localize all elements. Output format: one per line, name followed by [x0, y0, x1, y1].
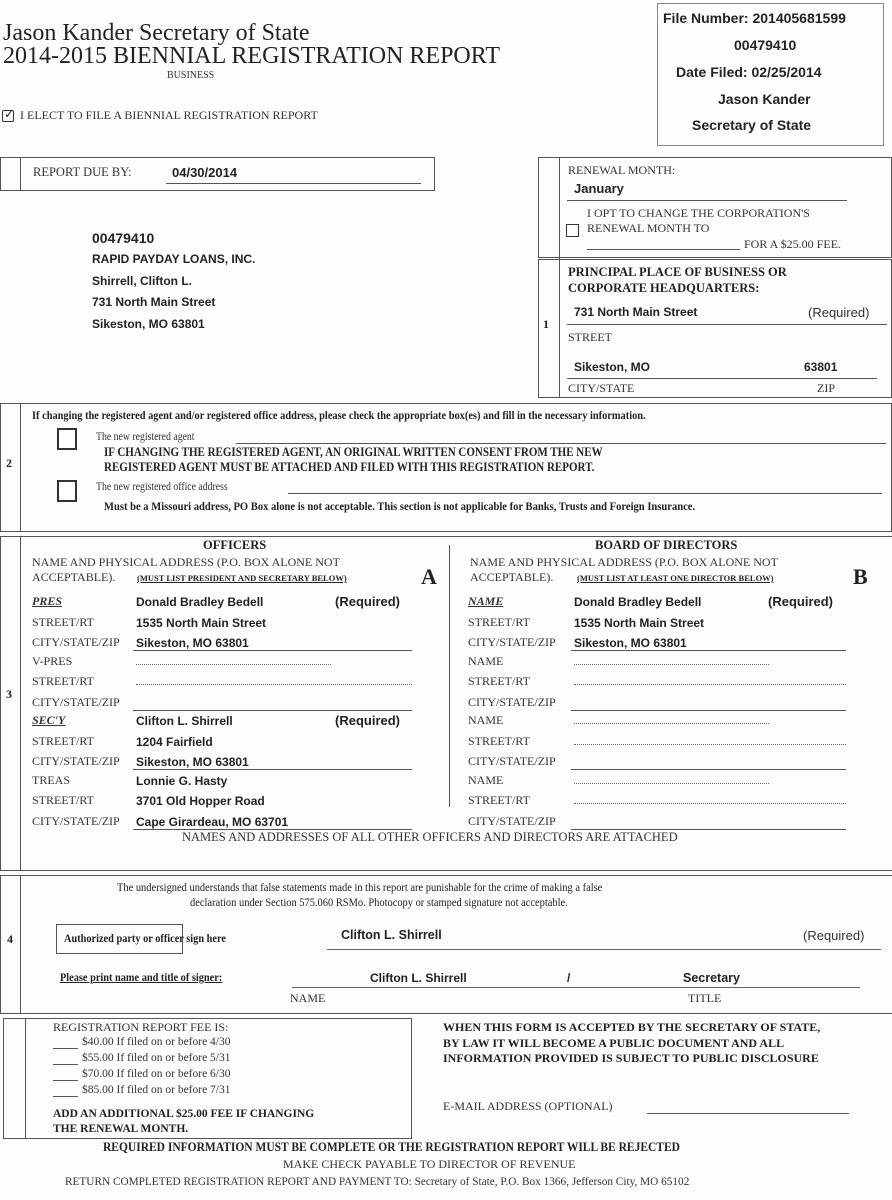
new-office-checkbox[interactable]: [57, 480, 77, 502]
declaration-line1: The undersigned understands that false statements made in this report are punishable for the crime of making a false: [117, 880, 603, 894]
print-separator: /: [567, 971, 571, 985]
new-agent-checkbox[interactable]: [57, 428, 77, 450]
directors-row-label: NAME: [468, 773, 504, 787]
stamp-title: Secretary of State: [692, 117, 812, 133]
section-3-box: [0, 536, 892, 871]
officers-row-label: TREAS: [32, 773, 71, 787]
signature-line: [327, 949, 881, 950]
principal-zip-value: 63801: [804, 360, 838, 374]
officers-row-label: CITY/STATE/ZIP: [32, 695, 120, 709]
directors-city-line[interactable]: [571, 769, 846, 770]
officers-row-label: V-PRES: [32, 654, 73, 668]
officers-row-value[interactable]: Lonnie G. Hasty: [136, 774, 228, 788]
renewal-value: January: [574, 181, 624, 196]
fee-check-blank[interactable]: [53, 1096, 78, 1097]
directors-row-label: CITY/STATE/ZIP: [468, 635, 556, 649]
report-due-label: REPORT DUE BY:: [33, 165, 132, 179]
officers-row-label: STREET/RT: [32, 734, 94, 748]
fee-check-blank[interactable]: [53, 1080, 78, 1081]
directors-blank-field[interactable]: [574, 783, 769, 784]
elect-label: I ELECT TO FILE A BIENNIAL REGISTRATION REPORT: [20, 108, 318, 122]
report-due-value: 04/30/2014: [172, 165, 238, 180]
section-4-number: 4: [7, 932, 13, 946]
officers-required-marker: (Required): [335, 713, 400, 728]
mailing-street: 731 North Main Street: [92, 295, 216, 309]
directors-blank-field[interactable]: [574, 684, 846, 685]
elect-checkbox[interactable]: [2, 107, 15, 122]
declaration-line2: declaration under Section 575.060 RSMo. Photocopy or stamped signature not acceptable.: [190, 895, 568, 909]
section-1-title-line1: PRINCIPAL PLACE OF BUSINESS OR: [568, 265, 787, 279]
directors-row-label: CITY/STATE/ZIP: [468, 814, 556, 828]
directors-row-label: CITY/STATE/ZIP: [468, 754, 556, 768]
stamp-file-number: File Number: 201405681599: [663, 10, 846, 26]
renewal-label: RENEWAL MONTH:: [568, 163, 676, 177]
directors-row-label: STREET/RT: [468, 793, 530, 807]
officers-row-label: PRES: [32, 594, 63, 608]
new-office-field[interactable]: [288, 493, 882, 494]
disclosure-line3: INFORMATION PROVIDED IS SUBJECT TO PUBLIC DISCLOSURE: [443, 1051, 819, 1065]
principal-street-value: 731 North Main Street: [574, 305, 698, 319]
title-caption: TITLE: [688, 991, 722, 1005]
officers-row-value[interactable]: Sikeston, MO 63801: [136, 755, 249, 769]
print-name-value[interactable]: Clifton L. Shirrell: [370, 971, 467, 985]
email-field[interactable]: [647, 1113, 849, 1114]
directors-instruction-line2: ACCEPTABLE).: [470, 570, 554, 584]
fee-check-blank[interactable]: [53, 1048, 78, 1049]
officers-row-value[interactable]: Donald Bradley Bedell: [136, 595, 264, 609]
fee-item: $55.00 If filed on or before 5/31: [82, 1052, 231, 1064]
stamp-charter-number: 00479410: [734, 37, 797, 53]
principal-zip-label: ZIP: [817, 381, 835, 395]
officers-instruction-line1: NAME AND PHYSICAL ADDRESS (P.O. BOX ALONE NOT: [32, 555, 340, 569]
principal-city-label: CITY/STATE: [568, 381, 635, 395]
section-2-instruction: If changing the registered agent and/or registered office address, please check the appropriate box(es) and fill in the necessary information.: [32, 408, 646, 422]
fee-item: $85.00 If filed on or before 7/31: [82, 1084, 231, 1096]
office-address-note: Must be a Missouri address, PO Box alone is not acceptable. This section is not applicable for Banks, Trusts and Foreign Insurance.: [104, 499, 696, 513]
officers-city-line[interactable]: [133, 769, 412, 770]
footer-required-notice: REQUIRED INFORMATION MUST BE COMPLETE OR THE REGISTRATION REPORT WILL BE REJECTED: [103, 1140, 680, 1154]
print-title-value[interactable]: Secretary: [683, 971, 740, 985]
renewal-opt-line2: RENEWAL MONTH TO: [587, 221, 710, 235]
header-title-line2: 2014-2015 BIENNIAL REGISTRATION REPORT: [3, 43, 500, 69]
email-label: E-MAIL ADDRESS (OPTIONAL): [443, 1099, 613, 1113]
officers-row-label: CITY/STATE/ZIP: [32, 814, 120, 828]
directors-row-label: STREET/RT: [468, 674, 530, 688]
principal-street-label: STREET: [568, 330, 612, 344]
officers-row-value[interactable]: 3701 Old Hopper Road: [136, 794, 265, 808]
mailing-charter-number: 00479410: [92, 230, 155, 246]
officers-row-value[interactable]: Cape Girardeau, MO 63701: [136, 815, 289, 829]
fee-item: $70.00 If filed on or before 6/30: [82, 1068, 231, 1080]
mailing-city: Sikeston, MO 63801: [92, 317, 205, 331]
directors-letter: B: [853, 564, 868, 589]
section-3-number: 3: [6, 687, 12, 701]
fees-heading: REGISTRATION REPORT FEE IS:: [53, 1020, 229, 1034]
renewal-opt-fee: FOR A $25.00 FEE.: [744, 237, 842, 251]
stamp-name: Jason Kander: [718, 91, 811, 107]
renewal-opt-line1: I OPT TO CHANGE THE CORPORATION'S: [587, 206, 810, 220]
officers-city-line[interactable]: [133, 710, 412, 711]
officers-blank-field[interactable]: [136, 664, 331, 665]
directors-row-label: NAME: [468, 594, 504, 608]
officers-blank-field[interactable]: [136, 684, 412, 685]
attached-note: NAMES AND ADDRESSES OF ALL OTHER OFFICERS AND DIRECTORS ARE ATTACHED: [182, 830, 678, 844]
footer-check-payable: MAKE CHECK PAYABLE TO DIRECTOR OF REVENUE: [283, 1157, 576, 1171]
officers-heading: OFFICERS: [203, 538, 267, 552]
officers-row-label: STREET/RT: [32, 793, 94, 807]
directors-row-value[interactable]: Donald Bradley Bedell: [574, 595, 702, 609]
directors-blank-field[interactable]: [574, 664, 769, 665]
mailing-agent-name: Shirrell, Clifton L.: [92, 274, 193, 288]
officers-must-list: (MUST LIST PRESIDENT AND SECRETARY BELOW): [137, 573, 347, 583]
header-subtitle: BUSINESS: [167, 70, 215, 81]
fee-check-blank[interactable]: [53, 1064, 78, 1065]
officers-row-label: STREET/RT: [32, 674, 94, 688]
principal-city-value: Sikeston, MO: [574, 360, 651, 374]
directors-row-value[interactable]: Sikeston, MO 63801: [574, 636, 687, 650]
signature-value[interactable]: Clifton L. Shirrell: [341, 928, 442, 942]
change-renewal-checkbox[interactable]: [566, 224, 579, 237]
directors-required-marker: (Required): [768, 594, 833, 609]
name-caption: NAME: [290, 991, 326, 1005]
officers-required-marker: (Required): [335, 594, 400, 609]
directors-city-line[interactable]: [571, 710, 846, 711]
directors-row-label: NAME: [468, 713, 504, 727]
signature-required: (Required): [803, 928, 865, 943]
directors-must-list: (MUST LIST AT LEAST ONE DIRECTOR BELOW): [577, 573, 774, 583]
stamp-date-filed: Date Filed: 02/25/2014: [676, 64, 822, 80]
agent-consent-warning-line2: REGISTERED AGENT MUST BE ATTACHED AND FILED WITH THIS REGISTRATION REPORT.: [104, 460, 595, 474]
fees-additional-line2: THE RENEWAL MONTH.: [53, 1123, 189, 1135]
disclosure-line2: BY LAW IT WILL BECOME A PUBLIC DOCUMENT AND ALL: [443, 1036, 785, 1050]
directors-blank-field[interactable]: [574, 744, 846, 745]
section-2-number: 2: [6, 456, 12, 470]
print-name-label: Please print name and title of signer:: [60, 970, 223, 984]
header-title-line1: Jason Kander Secretary of State: [3, 20, 310, 46]
section-1-number: 1: [543, 317, 549, 331]
sign-here-label: Authorized party or officer sign here: [64, 931, 226, 945]
directors-row-value[interactable]: 1535 North Main Street: [574, 616, 705, 630]
directors-blank-field[interactable]: [574, 723, 769, 724]
checkmark-icon: ✓: [4, 107, 15, 121]
directors-row-label: STREET/RT: [468, 734, 530, 748]
officers-city-line[interactable]: [133, 650, 412, 651]
officers-row-value[interactable]: 1204 Fairfield: [136, 735, 213, 749]
directors-instruction-line1: NAME AND PHYSICAL ADDRESS (P.O. BOX ALONE NOT: [470, 555, 778, 569]
directors-row-label: CITY/STATE/ZIP: [468, 695, 556, 709]
directors-city-line[interactable]: [571, 650, 846, 651]
directors-heading: BOARD OF DIRECTORS: [595, 538, 738, 552]
principal-street-required: (Required): [808, 305, 870, 320]
section-1-title-line2: CORPORATE HEADQUARTERS:: [568, 281, 760, 295]
officers-instruction-line2: ACCEPTABLE).: [32, 570, 116, 584]
fees-additional-line1: ADD AN ADDITIONAL $25.00 FEE IF CHANGING: [53, 1108, 315, 1120]
officers-row-value[interactable]: Sikeston, MO 63801: [136, 636, 249, 650]
disclosure-line1: WHEN THIS FORM IS ACCEPTED BY THE SECRETARY OF STATE,: [443, 1020, 821, 1034]
new-office-label: The new registered office address: [96, 481, 228, 493]
officers-row-label: STREET/RT: [32, 615, 94, 629]
new-renewal-month-field[interactable]: [587, 249, 740, 250]
footer-return-address: RETURN COMPLETED REGISTRATION REPORT AND PAYMENT TO: Secretary of State, P.O. Box 1366, Jefferson City, MO 65102: [65, 1174, 690, 1188]
officers-row-label: CITY/STATE/ZIP: [32, 635, 120, 649]
mailing-company-name: RAPID PAYDAY LOANS, INC.: [92, 252, 256, 266]
officers-row-value[interactable]: Clifton L. Shirrell: [136, 714, 233, 728]
officers-row-label: SEC'Y: [32, 713, 66, 727]
directors-row-label: STREET/RT: [468, 615, 530, 629]
agent-consent-warning-line1: IF CHANGING THE REGISTERED AGENT, AN ORIGINAL WRITTEN CONSENT FROM THE NEW: [104, 445, 603, 459]
directors-blank-field[interactable]: [574, 803, 846, 804]
officers-row-label: CITY/STATE/ZIP: [32, 754, 120, 768]
new-agent-field[interactable]: [236, 443, 886, 444]
directors-row-label: NAME: [468, 654, 504, 668]
officers-letter: A: [421, 564, 437, 589]
fee-item: $40.00 If filed on or before 4/30: [82, 1036, 231, 1048]
new-agent-label: The new registered agent: [96, 431, 195, 443]
officers-row-value[interactable]: 1535 North Main Street: [136, 616, 267, 630]
